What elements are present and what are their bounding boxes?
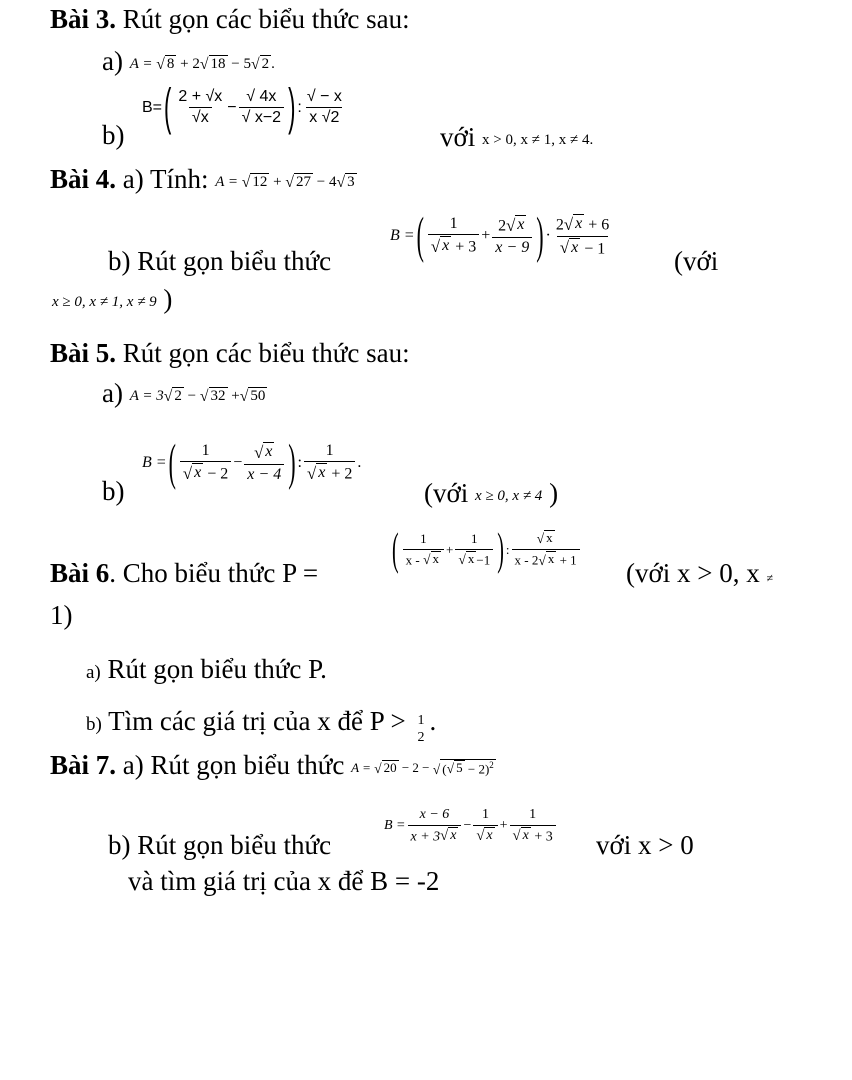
bai4-heading: Bài 4.: [50, 164, 117, 194]
bai5-b-expression: B = ( 1 √ x − 2 − √ x x − 4 ) : 1 √ x + 2 .: [142, 432, 362, 491]
bai6-frac3: √ x x - 2 √ x + 1: [512, 530, 580, 570]
bai5-b-frac3: 1 √ x + 2: [304, 442, 355, 484]
bai4-b-frac2: 2 √ x x − 9: [492, 215, 532, 257]
bai4-b-frac3: 2 √ x + 6 √ x − 1: [555, 214, 610, 258]
bai4-a-expression: A = √ 12 + √ 27 − 4 √ 3: [215, 173, 355, 192]
sqrt-12: √ 12: [241, 173, 268, 192]
bai4-b-with: (với: [674, 246, 719, 276]
bai5-b-frac2: √ x x − 4: [244, 442, 284, 484]
bai5-title: Rút gọn các biểu thức sau:: [122, 338, 410, 368]
bai3-b-expression: B= ( $\frac{2 + √x}{√x}$ − $\frac{√ 4x}{√ x-2}$ ) : $\frac{√ - x}{x √2}$: [142, 88, 347, 127]
bai6-heading: Bài 6: [50, 558, 110, 588]
bai7-b-frac1: x − 6 x + 3 √ x: [408, 806, 462, 846]
bai3-b-frac1: $\frac{2 + √x}{√x}$: [178, 88, 223, 126]
sqrt-32: √ 32: [199, 387, 226, 406]
bai4-a-text: a) Tính:: [122, 164, 209, 194]
bai3-title: Rút gọn các biểu thức sau:: [122, 4, 410, 34]
bai6-b-frac: 1 2: [417, 713, 425, 745]
bai3-b-frac2: $\frac{√ 4x}{√ x-2}$: [239, 88, 284, 127]
bai5-b-frac1: 1 √ x − 2: [180, 442, 231, 484]
bai6-expression: ( 1 x - √ x + 1 √ x −1 ) : √ x x - 2 √ x + 1: [390, 530, 582, 570]
bai6-frac2: 1 √ x −1: [455, 530, 493, 569]
bai7-b-line2: và tìm giá trị của x để B = -2: [128, 866, 440, 896]
sqrt-18: √ 18: [199, 55, 226, 74]
sqrt-2b: √ 2: [163, 387, 182, 406]
bai4-b-text: b) Rút gọn biểu thức: [108, 246, 332, 276]
bai7-b-expression: B = x − 6 x + 3 √ x − 1 √ x + 1 √ x + 3: [384, 806, 558, 846]
sqrt-50: √ 50: [239, 387, 266, 406]
bai7-a-expression: A = √ 20 − 2 − √ ( √ 5 − 2)$^2$: [351, 759, 494, 778]
sqrt-8: √ 8: [156, 55, 175, 74]
bai6-condition: (với x > 0, x ≠: [626, 558, 774, 588]
bai3-heading: Bài 3.: [50, 4, 117, 34]
bai3-b-label: b): [102, 120, 125, 150]
bai4-b-expression: B = ( 1 √ x + 3 + 2 √ x x − 9 ) · 2 √ x + 6 √ x − 1: [390, 214, 614, 258]
bai6-b-text: Tìm các giá trị của x để P >: [108, 706, 406, 736]
bai7-heading: Bài 7.: [50, 750, 117, 780]
bai6-b-line: b) Tìm các giá trị của x để P > 1 2 .: [86, 706, 437, 745]
sqrt-3: √ 3: [336, 173, 355, 192]
sqrt-outer: √ ( √ 5 − 2)$^2$: [432, 759, 494, 778]
bai6-a-text: Rút gọn biểu thức P.: [107, 654, 327, 684]
bai3-b-label-line: [102, 118, 125, 152]
sqrt-20: √ 20: [374, 759, 397, 777]
bai3-b-frac3: $\frac{√ - x}{x √2}$: [306, 88, 342, 126]
bai5-b-cond: x ≥ 0, x ≠ 4: [475, 487, 543, 504]
sqrt-27: √ 27: [285, 173, 312, 192]
bai6-intro: . Cho biểu thức P =: [109, 558, 319, 588]
bai3-b-with: với: [440, 122, 476, 152]
bai3-title-line: [50, 2, 410, 36]
bai3-b-condition: [440, 120, 593, 157]
bai4-b-cond: x ≥ 0, x ≠ 1, x ≠ 9: [52, 293, 157, 310]
bai4-b-frac1: 1 √ x + 3: [428, 215, 479, 257]
bai3-a-lhs: A =: [129, 55, 153, 72]
bai3-a-expression: A = √ 8 + 2 √ 18 − 5 √ 2 .: [130, 47, 275, 81]
bai4-a-line: [50, 162, 357, 199]
bai5-b-condition: (với x ≥ 0, x ≠ 4 ): [424, 476, 558, 513]
bai7-b-frac2: 1 √ x: [473, 806, 497, 846]
sqrt-2: √ 2: [251, 55, 270, 74]
bai5-a-label: a): [102, 378, 123, 408]
bai3-a-line: [102, 44, 275, 81]
bai4-b-cond-line: x ≥ 0, x ≠ 1, x ≠ 9 ): [52, 282, 172, 319]
bai6-frac1: 1 x - √ x: [403, 530, 444, 569]
bai7-a-line: [50, 748, 496, 785]
bai3-b-cond: x > 0, x ≠ 1, x ≠ 4.: [482, 131, 594, 148]
bai7-b-frac3: 1 √ x + 3: [510, 806, 556, 846]
bai6-a-line: a) Rút gọn biểu thức P.: [86, 654, 327, 684]
bai5-b-label: b): [102, 476, 125, 506]
bai7-a-text: a) Rút gọn biểu thức: [122, 750, 345, 780]
bai3-a-label: a): [102, 46, 123, 76]
bai5-a-expression: A = 3 √ 2 − √ 32 + √ 50: [129, 387, 266, 406]
bai3-b-lhs: B=: [142, 98, 163, 116]
bai7-b-condition: với x > 0: [596, 830, 694, 860]
bai6-condition-line2: 1): [50, 600, 73, 630]
bai5-heading: Bài 5.: [50, 338, 117, 368]
bai7-b-text: b) Rút gọn biểu thức: [108, 830, 332, 860]
bai5-a-line: [102, 376, 267, 413]
bai5-title-line: [50, 336, 410, 370]
bai6-line: [50, 556, 318, 590]
